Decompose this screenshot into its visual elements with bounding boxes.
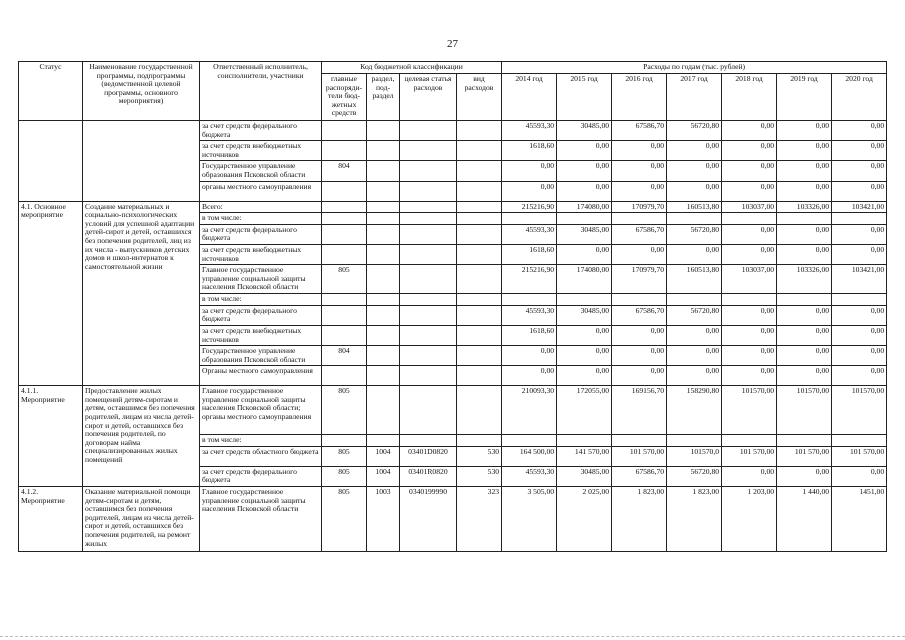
value-cell: 0,00 [777,466,832,486]
value-cell: 1 440,00 [777,487,832,552]
value-cell: 0,00 [832,346,887,366]
value-cell: 0,00 [557,244,612,264]
value-cell: 0,00 [722,161,777,181]
table-row [19,487,887,552]
value-cell: 0,00 [777,305,832,325]
value-cell: 215216,90 [502,265,557,294]
value-cell: 103326,00 [777,265,832,294]
kbk-type-cell [457,213,502,225]
value-cell: 169156,70 [612,386,667,435]
value-cell: 170979,70 [612,201,667,213]
executor-cell: за счет средств внебюджетных источников [200,244,322,264]
header-kbk-type: вид расходов [457,74,502,121]
value-cell: 30485,00 [557,305,612,325]
value-cell: 0,00 [832,244,887,264]
table-row [19,386,887,435]
value-cell: 56720,80 [667,224,722,244]
table-row [19,121,887,141]
executor-cell: органы местного самоуправления [200,181,322,201]
executor-cell: Государственное управление образования Псковской области [200,161,322,181]
kbk-type-cell [457,386,502,435]
value-cell [832,213,887,225]
value-cell [502,294,557,306]
value-cell: 0,00 [777,224,832,244]
value-cell: 56720,80 [667,121,722,141]
value-cell: 0,00 [612,181,667,201]
header-kbk-target: целевая статья расходов [400,74,457,121]
value-cell: 103037,00 [722,265,777,294]
kbk-type-cell [457,294,502,306]
executor-cell: Всего: [200,201,322,213]
name-cell [83,121,200,202]
kbk-section-cell [367,325,400,345]
value-cell: 1 823,00 [667,487,722,552]
header-status: Статус [19,62,83,121]
value-cell: 0,00 [832,305,887,325]
kbk-type-cell [457,366,502,386]
table-row [19,201,887,213]
value-cell: 0,00 [777,141,832,161]
executor-cell: в том числе: [200,435,322,447]
value-cell: 0,00 [502,346,557,366]
value-cell: 0,00 [722,305,777,325]
kbk-target-cell: 03401D0820 [400,446,457,466]
kbk-main-cell: 805 [322,446,367,466]
executor-cell: за счет средств внебюджетных источников [200,325,322,345]
kbk-section-cell [367,244,400,264]
kbk-section-cell [367,121,400,141]
kbk-section-cell [367,224,400,244]
header-year: 2016 год [612,74,667,121]
value-cell: 0,00 [777,366,832,386]
name-cell: Предоставление жилых помещений детям-сиротам и детям, оставшимся без попечения родителей, лицам из числа детей-сирот и детей, оставшихся без попечения родителей, по договорам найма специализированных жилых помещений [83,386,200,487]
value-cell: 0,00 [722,244,777,264]
value-cell: 30485,00 [557,466,612,486]
value-cell: 1 203,00 [722,487,777,552]
value-cell: 0,00 [612,161,667,181]
value-cell: 0,00 [667,325,722,345]
value-cell: 210093,30 [502,386,557,435]
kbk-main-cell: 805 [322,487,367,552]
value-cell: 101570,00 [832,386,887,435]
value-cell [722,294,777,306]
value-cell: 1618,60 [502,244,557,264]
value-cell: 0,00 [832,325,887,345]
kbk-section-cell: 1004 [367,446,400,466]
value-cell: 56720,80 [667,305,722,325]
kbk-main-cell [322,325,367,345]
value-cell [667,294,722,306]
value-cell: 0,00 [667,244,722,264]
header-name: Наименование государственной программы, подпрограммы (ведомственной целевой программы, основного мероприятия) [83,62,200,121]
kbk-target-cell [400,366,457,386]
kbk-main-cell [322,181,367,201]
header-year: 2019 год [777,74,832,121]
value-cell: 1618,60 [502,325,557,345]
kbk-section-cell [367,305,400,325]
value-cell: 67586,70 [612,121,667,141]
name-cell: Оказание материальной помощи детям-сиротам и детям, оставшимся без попечения родителей, лицам из числа детей-сирот и детей, оставшихся без попечения родителей, на ремонт жилых [83,487,200,552]
value-cell [777,213,832,225]
kbk-section-cell [367,181,400,201]
status-cell: 4.1. Основное мероприятие [19,201,83,386]
executor-cell: за счет средств федерального бюджета [200,466,322,486]
executor-cell: Органы местного самоуправления [200,366,322,386]
value-cell: 0,00 [722,346,777,366]
kbk-type-cell [457,224,502,244]
value-cell: 30485,00 [557,224,612,244]
value-cell: 0,00 [612,141,667,161]
value-cell: 56720,80 [667,466,722,486]
header-kbk-section: раздел, под-раздел [367,74,400,121]
kbk-main-cell [322,305,367,325]
kbk-target-cell [400,181,457,201]
value-cell [722,213,777,225]
value-cell [832,294,887,306]
kbk-type-cell [457,265,502,294]
kbk-main-cell [322,224,367,244]
value-cell: 101570,00 [722,386,777,435]
kbk-type-cell [457,141,502,161]
kbk-target-cell [400,305,457,325]
value-cell: 0,00 [667,161,722,181]
value-cell: 103326,00 [777,201,832,213]
value-cell: 0,00 [557,141,612,161]
value-cell: 0,00 [722,181,777,201]
kbk-target-cell [400,141,457,161]
kbk-target-cell [400,265,457,294]
value-cell: 0,00 [777,121,832,141]
value-cell: 0,00 [557,161,612,181]
header-year: 2020 год [832,74,887,121]
header-year: 2015 год [557,74,612,121]
value-cell: 0,00 [667,346,722,366]
kbk-type-cell [457,305,502,325]
value-cell: 0,00 [557,325,612,345]
kbk-main-cell [322,366,367,386]
kbk-type-cell: 530 [457,446,502,466]
value-cell: 0,00 [722,141,777,161]
kbk-main-cell: 805 [322,265,367,294]
status-cell: 4.1.2. Мероприятие [19,487,83,552]
value-cell: 2 025,00 [557,487,612,552]
executor-cell: Государственное управление образования Псковской области [200,346,322,366]
kbk-section-cell [367,366,400,386]
kbk-type-cell: 530 [457,466,502,486]
value-cell: 0,00 [832,161,887,181]
kbk-target-cell [400,213,457,225]
value-cell: 101570,0 [667,446,722,466]
executor-cell: Главное государственное управление социальной защиты населения Псковской области; органы местного самоуправления [200,386,322,435]
header-executor: Ответственный исполнитель, соисполнители, участники [200,62,322,121]
value-cell [777,435,832,447]
kbk-type-cell [457,181,502,201]
value-cell: 103421,00 [832,201,887,213]
value-cell: 67586,70 [612,466,667,486]
value-cell: 0,00 [832,224,887,244]
value-cell: 0,00 [667,366,722,386]
value-cell: 0,00 [612,366,667,386]
kbk-section-cell [367,346,400,366]
kbk-target-cell [400,161,457,181]
value-cell: 0,00 [667,141,722,161]
value-cell: 45593,30 [502,224,557,244]
value-cell: 103037,00 [722,201,777,213]
value-cell [612,435,667,447]
value-cell: 0,00 [612,346,667,366]
header-year: 2018 год [722,74,777,121]
executor-cell: Главное государственное управление социальной защиты населения Псковской области [200,265,322,294]
value-cell: 0,00 [722,466,777,486]
value-cell: 30485,00 [557,121,612,141]
header-kbk-main: главные распоряди-тели бюд-жетных средств [322,74,367,121]
value-cell: 101 570,00 [832,446,887,466]
value-cell: 0,00 [502,366,557,386]
value-cell: 0,00 [777,325,832,345]
kbk-target-cell [400,435,457,447]
page-number: 27 [447,38,458,50]
kbk-main-cell [322,244,367,264]
value-cell [557,294,612,306]
kbk-type-cell [457,325,502,345]
value-cell: 101 570,00 [722,446,777,466]
name-cell: Создание материальных и социально-психологических условий для успешной адаптации детей-сирот и детей, оставшихся без попечения родителей, лиц из их числа - выпускников детских домов и школ-интернатов к самостоятельной жизни [83,201,200,386]
kbk-target-cell [400,244,457,264]
value-cell: 0,00 [722,325,777,345]
value-cell: 174080,00 [557,201,612,213]
executor-cell: за счет средств областного бюджета [200,446,322,466]
value-cell: 1 823,00 [612,487,667,552]
value-cell: 0,00 [777,346,832,366]
kbk-type-cell [457,161,502,181]
kbk-target-cell: 03401R0820 [400,466,457,486]
executor-cell: Главное государственное управление социальной защиты населения Псковской области [200,487,322,552]
kbk-main-cell: 804 [322,161,367,181]
budget-table [18,61,887,552]
page-bottom-edge [0,636,905,638]
value-cell: 215216,90 [502,201,557,213]
value-cell: 3 505,00 [502,487,557,552]
kbk-target-cell [400,346,457,366]
value-cell: 0,00 [832,466,887,486]
value-cell: 0,00 [557,366,612,386]
value-cell: 1451,00 [832,487,887,552]
kbk-main-cell [322,121,367,141]
kbk-section-cell [367,201,400,213]
executor-cell: за счет средств федерального бюджета [200,121,322,141]
kbk-target-cell [400,325,457,345]
kbk-main-cell [322,435,367,447]
value-cell: 45593,30 [502,305,557,325]
header-year: 2014 год [502,74,557,121]
value-cell: 158290,80 [667,386,722,435]
value-cell: 0,00 [832,366,887,386]
value-cell: 0,00 [722,366,777,386]
value-cell: 45593,30 [502,121,557,141]
value-cell [777,294,832,306]
value-cell: 0,00 [777,181,832,201]
value-cell: 67586,70 [612,305,667,325]
kbk-section-cell [367,294,400,306]
header-year: 2017 год [667,74,722,121]
kbk-type-cell [457,121,502,141]
value-cell [612,213,667,225]
kbk-section-cell [367,213,400,225]
value-cell: 172055,00 [557,386,612,435]
value-cell: 0,00 [832,121,887,141]
value-cell: 0,00 [832,141,887,161]
kbk-section-cell: 1004 [367,466,400,486]
value-cell: 101 570,00 [777,446,832,466]
executor-cell: в том числе: [200,213,322,225]
kbk-main-cell: 804 [322,346,367,366]
kbk-type-cell: 323 [457,487,502,552]
kbk-type-cell [457,201,502,213]
value-cell [557,213,612,225]
value-cell: 101 570,00 [612,446,667,466]
value-cell [502,213,557,225]
value-cell: 101570,00 [777,386,832,435]
value-cell: 0,00 [502,181,557,201]
value-cell: 174080,00 [557,265,612,294]
value-cell: 0,00 [777,244,832,264]
value-cell [667,213,722,225]
value-cell: 0,00 [557,346,612,366]
value-cell: 0,00 [777,161,832,181]
value-cell [502,435,557,447]
kbk-target-cell [400,294,457,306]
executor-cell: за счет средств внебюджетных источников [200,141,322,161]
value-cell: 0,00 [612,244,667,264]
kbk-target-cell [400,224,457,244]
kbk-main-cell [322,141,367,161]
value-cell: 45593,30 [502,466,557,486]
value-cell: 164 500,00 [502,446,557,466]
kbk-section-cell: 1003 [367,487,400,552]
value-cell [667,435,722,447]
kbk-section-cell [367,141,400,161]
kbk-main-cell: 805 [322,466,367,486]
value-cell: 0,00 [722,121,777,141]
value-cell: 141 570,00 [557,446,612,466]
status-cell [19,121,83,202]
executor-cell: за счет средств федерального бюджета [200,224,322,244]
kbk-section-cell [367,386,400,435]
value-cell: 67586,70 [612,224,667,244]
value-cell [612,294,667,306]
value-cell: 0,00 [722,224,777,244]
kbk-type-cell [457,244,502,264]
kbk-main-cell [322,213,367,225]
value-cell: 0,00 [832,181,887,201]
value-cell: 0,00 [557,181,612,201]
value-cell [722,435,777,447]
header-expenses-group: Расходы по годам (тыс. рублей) [502,62,887,74]
kbk-section-cell [367,161,400,181]
kbk-type-cell [457,435,502,447]
value-cell: 160513,80 [667,201,722,213]
header-kbk-group: Код бюджетной классификации [322,62,502,74]
value-cell: 160513,80 [667,265,722,294]
kbk-target-cell [400,121,457,141]
status-cell: 4.1.1. Мероприятие [19,386,83,487]
kbk-type-cell [457,346,502,366]
kbk-section-cell [367,265,400,294]
kbk-main-cell [322,201,367,213]
executor-cell: за счет средств федерального бюджета [200,305,322,325]
value-cell: 0,00 [502,161,557,181]
kbk-target-cell [400,386,457,435]
kbk-main-cell [322,294,367,306]
value-cell [832,435,887,447]
kbk-section-cell [367,435,400,447]
value-cell: 170979,70 [612,265,667,294]
kbk-target-cell [400,201,457,213]
value-cell: 0,00 [612,325,667,345]
kbk-main-cell: 805 [322,386,367,435]
value-cell: 1618,60 [502,141,557,161]
value-cell: 103421,00 [832,265,887,294]
executor-cell: в том числе: [200,294,322,306]
value-cell: 0,00 [667,181,722,201]
value-cell [557,435,612,447]
kbk-target-cell: 0340199990 [400,487,457,552]
